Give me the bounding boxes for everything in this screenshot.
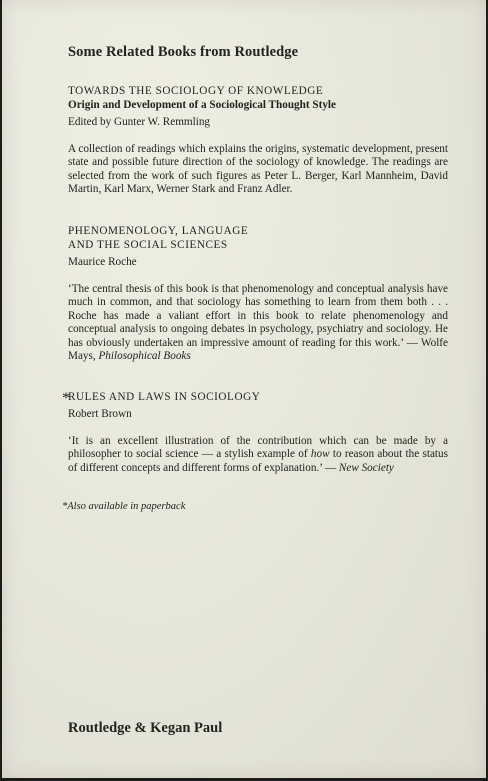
quote-emphasis: how [310,448,330,461]
quote-source: Philosophical Books [98,350,191,363]
paperback-marker: * [62,390,70,407]
book-review-quote [68,435,448,475]
quote-text-part-2: to reason about the status of different concepts and different forms of explanation.’ — [68,448,448,474]
book-back-cover [2,0,486,778]
book-entry-rules-and-laws [62,390,448,475]
publisher-name: Routledge & Kegan Paul [68,720,223,736]
book-author: Robert Brown [68,408,132,420]
paperback-footnote: *Also available in paperback [62,501,186,512]
book-description: A collection of readings which explains the origins, systematic development, present state and possible future direction of the sociology of knowledge. The readings are selected from the work of such figures as Peter L. Berger, Karl Mannheim, David Martin, Karl Marx, Werner Stark and Franz Adler. [68,143,448,196]
quote-source: New Society [338,461,394,474]
book-author: Edited by Gunter W. Remmling [68,116,211,128]
quote-text-part-1: ‘It is an excellent illustration of the contribution which can be made by a philosopher to social science — a stylish example of [68,435,448,461]
book-subtitle: Origin and Development of a Sociological Thought Style [68,99,336,111]
book-entry-sociology-of-knowledge [68,84,448,197]
book-title: RULES AND LAWS IN SOCIOLOGY [68,391,261,403]
section-heading: Some Related Books from Routledge [68,44,299,60]
book-title-line-2: AND THE SOCIAL SCIENCES [68,239,228,251]
book-title: TOWARDS THE SOCIOLOGY OF KNOWLEDGE [68,85,324,97]
quote-text: ‘The central thesis of this book is that phenomenology and conceptual analysis have much in common, and that sociology has something to learn from them both . . . Roche has made a valiant effort in this book to relate phenomenology and conceptual analysis to ongoing debates in psychology, psychiatry and sociology. He has obviously undertaken an impressive amount of reading for this work.’ — Wolfe Mays, [68,283,448,363]
book-author: Maurice Roche [68,256,137,268]
book-entry-phenomenology [68,224,448,363]
book-title-line-1: PHENOMENOLOGY, LANGUAGE [68,225,249,237]
book-review-quote [68,283,448,363]
